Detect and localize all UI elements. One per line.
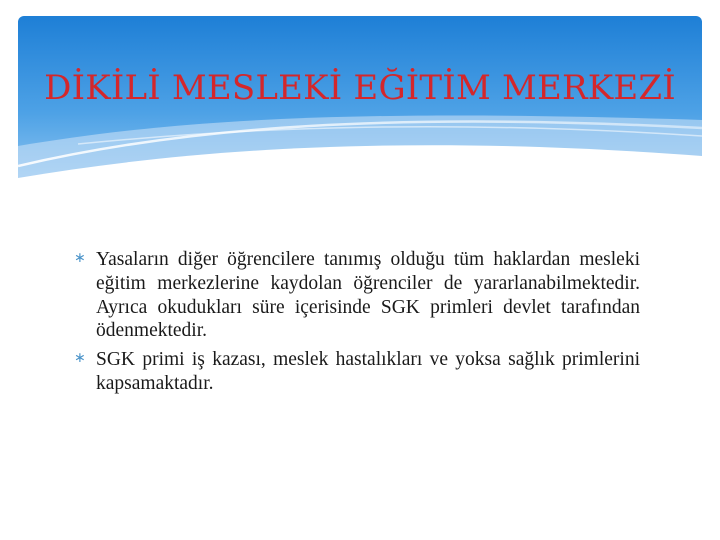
bullet-list [74, 248, 640, 401]
list-item [74, 248, 640, 343]
slide-title: DİKİLİ MESLEKİ EĞİTİM MERKEZİ [44, 68, 676, 108]
asterisk-bullet-icon: ∗ [74, 350, 86, 367]
list-item [74, 348, 640, 396]
asterisk-bullet-icon: ∗ [74, 250, 86, 266]
bullet-text: SGK primi iş kazası, meslek hastalıkları ve yoksa sağlık primlerini kapsamaktadır. [96, 349, 640, 394]
bullet-text: Yasaların diğer öğrencilere tanımış olduğu tüm haklardan mesleki eğitim merkezlerine kaydolan öğrenciler de yararlanabilmektedir. Ayrıca okudukları süre içerisinde SGK primleri devlet tarafından ödenmektedir. [96, 249, 640, 342]
header-banner [18, 16, 702, 194]
